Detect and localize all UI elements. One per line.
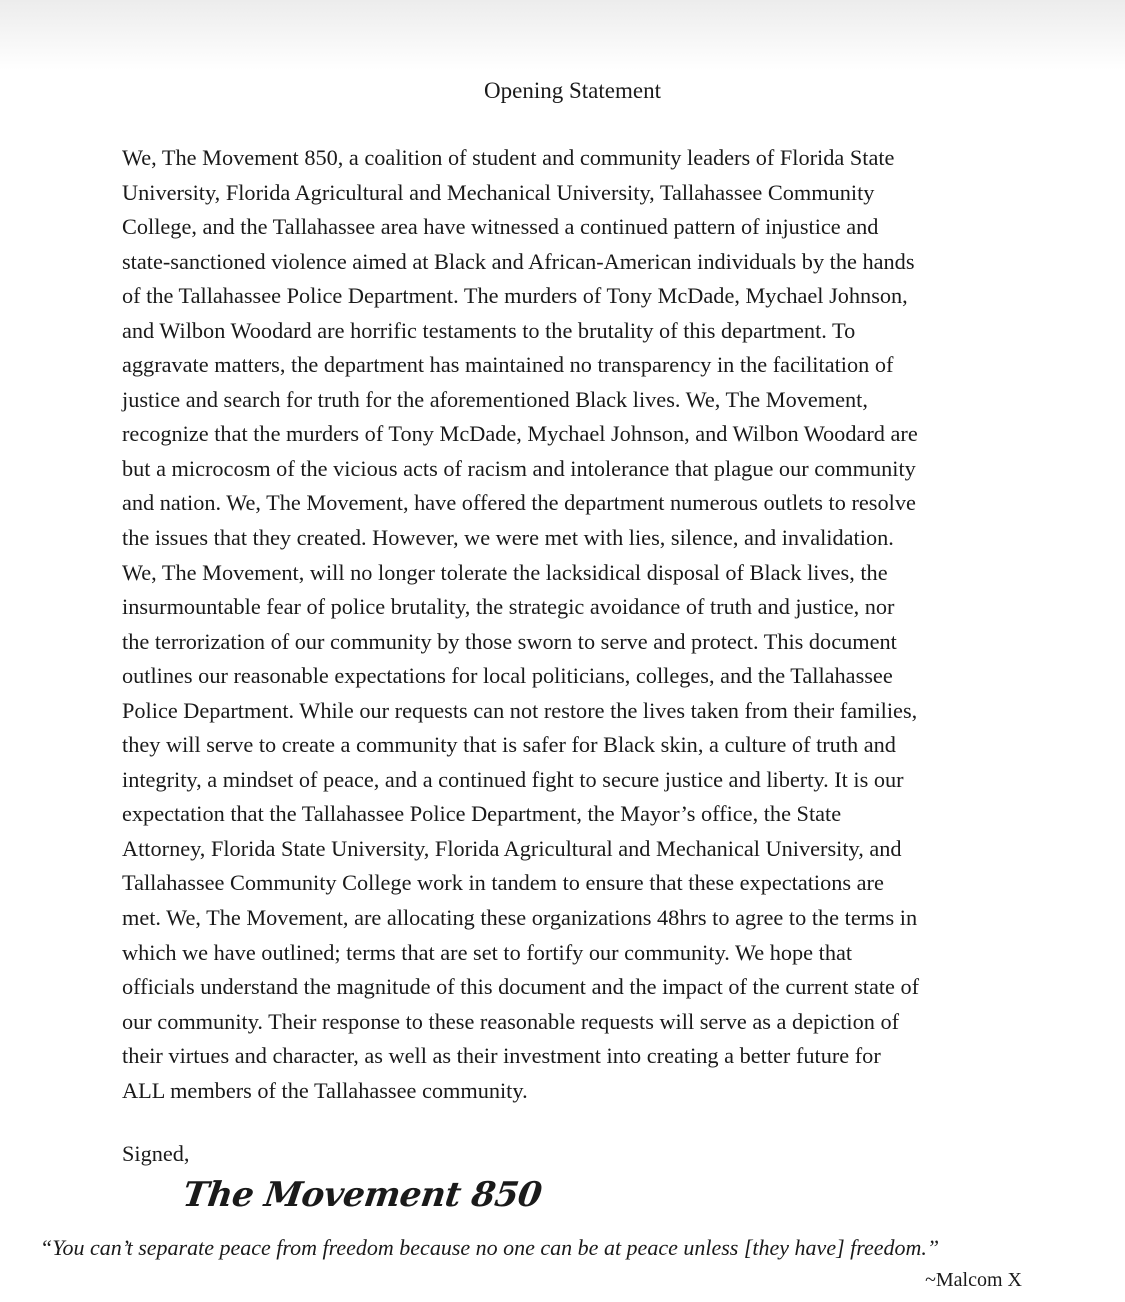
document-body bbox=[122, 141, 1027, 1108]
body-line: of the Tallahassee Police Department. The murders of Tony McDade, Mychael Johnson, bbox=[122, 283, 908, 309]
body-line: aggravate matters, the department has maintained no transparency in the facilitation of bbox=[122, 352, 894, 378]
body-line: Tallahassee Community College work in tandem to ensure that these expectations are bbox=[122, 870, 884, 896]
body-line: College, and the Tallahassee area have witnessed a continued pattern of injustice and bbox=[122, 214, 879, 240]
body-line: met. We, The Movement, are allocating these organizations 48hrs to agree to the terms in bbox=[122, 905, 918, 931]
body-line: recognize that the murders of Tony McDade, Mychael Johnson, and Wilbon Woodard are bbox=[122, 421, 918, 447]
body-line: the issues that they created. However, we were met with lies, silence, and invalidation. bbox=[122, 525, 894, 551]
top-shade bbox=[0, 0, 1125, 70]
body-line: and nation. We, The Movement, have offered the department numerous outlets to resolve bbox=[122, 490, 916, 516]
document-title: Opening Statement bbox=[484, 78, 661, 103]
body-line: We, The Movement 850, a coalition of student and community leaders of Florida State bbox=[122, 145, 895, 170]
body-line: ALL members of the Tallahassee community. bbox=[122, 1077, 528, 1103]
body-line: Police Department. While our requests can not restore the lives taken from their families, bbox=[122, 697, 918, 723]
body-line: but a microcosm of the vicious acts of racism and intolerance that plague our community bbox=[122, 455, 916, 481]
body-line: officials understand the magnitude of this document and the impact of the current state of bbox=[122, 974, 920, 1000]
body-line: We, The Movement, will no longer tolerate the lacksidical disposal of Black lives, the bbox=[122, 559, 888, 585]
body-line: which we have outlined; terms that are set to fortify our community. We hope that bbox=[122, 939, 853, 965]
body-line: insurmountable fear of police brutality, the strategic avoidance of truth and justice, nor bbox=[122, 594, 895, 620]
body-line: University, Florida Agricultural and Mechanical University, Tallahassee Community bbox=[122, 179, 875, 205]
body-line: expectation that the Tallahassee Police Department, the Mayor’s office, the State bbox=[122, 801, 842, 827]
body-line: and Wilbon Woodard are horrific testaments to the brutality of this department. To bbox=[122, 317, 856, 343]
body-line: justice and search for truth for the aforementioned Black lives. We, The Movement, bbox=[122, 386, 868, 412]
signature: The Movement 850 bbox=[180, 1175, 545, 1215]
body-line: state-sanctioned violence aimed at Black and African-American individuals by the hands bbox=[122, 248, 915, 274]
body-line: the terrorization of our community by those sworn to serve and protect. This document bbox=[122, 628, 897, 654]
body-line: their virtues and character, as well as their investment into creating a better future for bbox=[122, 1043, 881, 1069]
closing-quote: “You can’t separate peace from freedom because no one can be at peace unless [they have] freedom.” bbox=[40, 1235, 940, 1260]
body-line: they will serve to create a community that is safer for Black skin, a culture of truth and bbox=[122, 732, 896, 758]
body-line: outlines our reasonable expectations for local politicians, colleges, and the Tallahassee bbox=[122, 663, 893, 689]
body-line: our community. Their response to these reasonable requests will serve as a depiction of bbox=[122, 1008, 900, 1034]
signed-label: Signed, bbox=[122, 1141, 190, 1166]
body-line: integrity, a mindset of peace, and a continued fight to secure justice and liberty. It is our bbox=[122, 766, 904, 792]
body-line: Attorney, Florida State University, Florida Agricultural and Mechanical University, and bbox=[122, 835, 902, 861]
quote-author: ~Malcom X bbox=[925, 1269, 1022, 1291]
